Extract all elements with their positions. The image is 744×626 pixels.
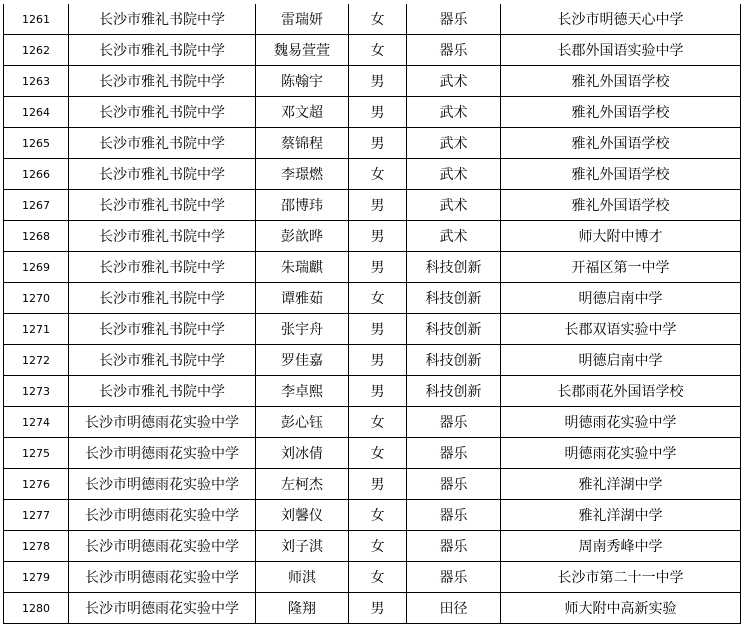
table-row: [4, 593, 741, 624]
table-row: [4, 531, 741, 562]
school-cell: 长沙市明德雨花实验中学: [69, 407, 256, 438]
school-cell: 长沙市明德雨花实验中学: [69, 562, 256, 593]
row-number: 1268: [4, 221, 69, 252]
origin-school-cell: 雅礼外国语学校: [501, 159, 741, 190]
row-number: 1271: [4, 314, 69, 345]
student-name-cell: 刘馨仪: [256, 500, 349, 531]
origin-school-cell: 明德雨花实验中学: [501, 407, 741, 438]
table-row: [4, 376, 741, 407]
school-cell: 长沙市雅礼书院中学: [69, 314, 256, 345]
table-row: [4, 469, 741, 500]
school-cell: 长沙市雅礼书院中学: [69, 128, 256, 159]
category-cell: 科技创新: [407, 283, 501, 314]
student-name-cell: 刘冰倩: [256, 438, 349, 469]
category-cell: 武术: [407, 190, 501, 221]
gender-cell: 男: [349, 345, 407, 376]
table-row: [4, 221, 741, 252]
gender-cell: 女: [349, 35, 407, 66]
table-row: [4, 190, 741, 221]
gender-cell: 女: [349, 438, 407, 469]
row-number: 1269: [4, 252, 69, 283]
table-row: [4, 562, 741, 593]
origin-school-cell: 明德启南中学: [501, 345, 741, 376]
row-number: 1262: [4, 35, 69, 66]
gender-cell: 男: [349, 252, 407, 283]
gender-cell: 女: [349, 283, 407, 314]
table-row: [4, 128, 741, 159]
table-row: [4, 283, 741, 314]
school-cell: 长沙市雅礼书院中学: [69, 376, 256, 407]
gender-cell: 男: [349, 66, 407, 97]
table-row: [4, 252, 741, 283]
row-number: 1272: [4, 345, 69, 376]
student-name-cell: 蔡锦程: [256, 128, 349, 159]
student-name-cell: 陈翰宇: [256, 66, 349, 97]
category-cell: 器乐: [407, 35, 501, 66]
row-number: 1265: [4, 128, 69, 159]
row-number: 1267: [4, 190, 69, 221]
school-cell: 长沙市雅礼书院中学: [69, 97, 256, 128]
row-number: 1276: [4, 469, 69, 500]
school-cell: 长沙市明德雨花实验中学: [69, 438, 256, 469]
origin-school-cell: 师大附中博才: [501, 221, 741, 252]
school-cell: 长沙市明德雨花实验中学: [69, 469, 256, 500]
table-row: [4, 345, 741, 376]
school-cell: 长沙市雅礼书院中学: [69, 221, 256, 252]
category-cell: 科技创新: [407, 345, 501, 376]
table-body: [4, 4, 741, 624]
category-cell: 武术: [407, 66, 501, 97]
school-cell: 长沙市明德雨花实验中学: [69, 593, 256, 624]
row-number: 1274: [4, 407, 69, 438]
student-name-cell: 张宇舟: [256, 314, 349, 345]
gender-cell: 男: [349, 221, 407, 252]
category-cell: 科技创新: [407, 376, 501, 407]
gender-cell: 男: [349, 376, 407, 407]
row-number: 1275: [4, 438, 69, 469]
origin-school-cell: 开福区第一中学: [501, 252, 741, 283]
origin-school-cell: 雅礼外国语学校: [501, 190, 741, 221]
student-name-cell: 邵博玮: [256, 190, 349, 221]
school-cell: 长沙市雅礼书院中学: [69, 159, 256, 190]
origin-school-cell: 长沙市明德天心中学: [501, 4, 741, 35]
category-cell: 器乐: [407, 531, 501, 562]
gender-cell: 女: [349, 500, 407, 531]
table-row: [4, 407, 741, 438]
school-cell: 长沙市明德雨花实验中学: [69, 531, 256, 562]
student-name-cell: 谭雅茹: [256, 283, 349, 314]
gender-cell: 男: [349, 190, 407, 221]
student-name-cell: 朱瑞麒: [256, 252, 349, 283]
category-cell: 器乐: [407, 407, 501, 438]
origin-school-cell: 周南秀峰中学: [501, 531, 741, 562]
row-number: 1280: [4, 593, 69, 624]
school-cell: 长沙市雅礼书院中学: [69, 190, 256, 221]
row-number: 1266: [4, 159, 69, 190]
category-cell: 科技创新: [407, 252, 501, 283]
table-row: [4, 4, 741, 35]
student-name-cell: 彭心钰: [256, 407, 349, 438]
row-number: 1277: [4, 500, 69, 531]
category-cell: 器乐: [407, 469, 501, 500]
origin-school-cell: 长郡双语实验中学: [501, 314, 741, 345]
school-cell: 长沙市雅礼书院中学: [69, 4, 256, 35]
student-name-cell: 师淇: [256, 562, 349, 593]
gender-cell: 女: [349, 407, 407, 438]
table-row: [4, 66, 741, 97]
origin-school-cell: 长郡外国语实验中学: [501, 35, 741, 66]
student-name-cell: 刘子淇: [256, 531, 349, 562]
category-cell: 田径: [407, 593, 501, 624]
gender-cell: 女: [349, 4, 407, 35]
gender-cell: 女: [349, 159, 407, 190]
row-number: 1278: [4, 531, 69, 562]
student-name-cell: 雷瑞妍: [256, 4, 349, 35]
category-cell: 科技创新: [407, 314, 501, 345]
origin-school-cell: 明德启南中学: [501, 283, 741, 314]
school-cell: 长沙市雅礼书院中学: [69, 345, 256, 376]
gender-cell: 男: [349, 593, 407, 624]
gender-cell: 男: [349, 128, 407, 159]
row-number: 1279: [4, 562, 69, 593]
table-row: [4, 97, 741, 128]
gender-cell: 男: [349, 469, 407, 500]
origin-school-cell: 雅礼外国语学校: [501, 128, 741, 159]
origin-school-cell: 长沙市第二十一中学: [501, 562, 741, 593]
gender-cell: 女: [349, 562, 407, 593]
table-row: [4, 159, 741, 190]
student-name-cell: 李璟燃: [256, 159, 349, 190]
student-name-cell: 左柯杰: [256, 469, 349, 500]
gender-cell: 男: [349, 314, 407, 345]
table-row: [4, 500, 741, 531]
category-cell: 器乐: [407, 562, 501, 593]
student-name-cell: 隆翔: [256, 593, 349, 624]
school-cell: 长沙市雅礼书院中学: [69, 283, 256, 314]
school-cell: 长沙市雅礼书院中学: [69, 66, 256, 97]
category-cell: 器乐: [407, 500, 501, 531]
student-name-cell: 罗佳嘉: [256, 345, 349, 376]
row-number: 1261: [4, 4, 69, 35]
row-number: 1263: [4, 66, 69, 97]
table-row: [4, 438, 741, 469]
row-number: 1273: [4, 376, 69, 407]
category-cell: 武术: [407, 221, 501, 252]
table-row: [4, 35, 741, 66]
category-cell: 武术: [407, 159, 501, 190]
origin-school-cell: 雅礼洋湖中学: [501, 469, 741, 500]
category-cell: 器乐: [407, 4, 501, 35]
school-cell: 长沙市雅礼书院中学: [69, 35, 256, 66]
school-cell: 长沙市明德雨花实验中学: [69, 500, 256, 531]
origin-school-cell: 雅礼外国语学校: [501, 97, 741, 128]
student-name-cell: 邓文超: [256, 97, 349, 128]
category-cell: 器乐: [407, 438, 501, 469]
category-cell: 武术: [407, 128, 501, 159]
admission-table: [3, 4, 741, 624]
student-name-cell: 彭歆晔: [256, 221, 349, 252]
origin-school-cell: 明德雨花实验中学: [501, 438, 741, 469]
gender-cell: 女: [349, 531, 407, 562]
row-number: 1270: [4, 283, 69, 314]
school-cell: 长沙市雅礼书院中学: [69, 252, 256, 283]
table-row: [4, 314, 741, 345]
origin-school-cell: 雅礼洋湖中学: [501, 500, 741, 531]
student-name-cell: 李卓熙: [256, 376, 349, 407]
row-number: 1264: [4, 97, 69, 128]
origin-school-cell: 师大附中高新实验: [501, 593, 741, 624]
origin-school-cell: 雅礼外国语学校: [501, 66, 741, 97]
student-name-cell: 魏易萱萱: [256, 35, 349, 66]
gender-cell: 男: [349, 97, 407, 128]
origin-school-cell: 长郡雨花外国语学校: [501, 376, 741, 407]
category-cell: 武术: [407, 97, 501, 128]
